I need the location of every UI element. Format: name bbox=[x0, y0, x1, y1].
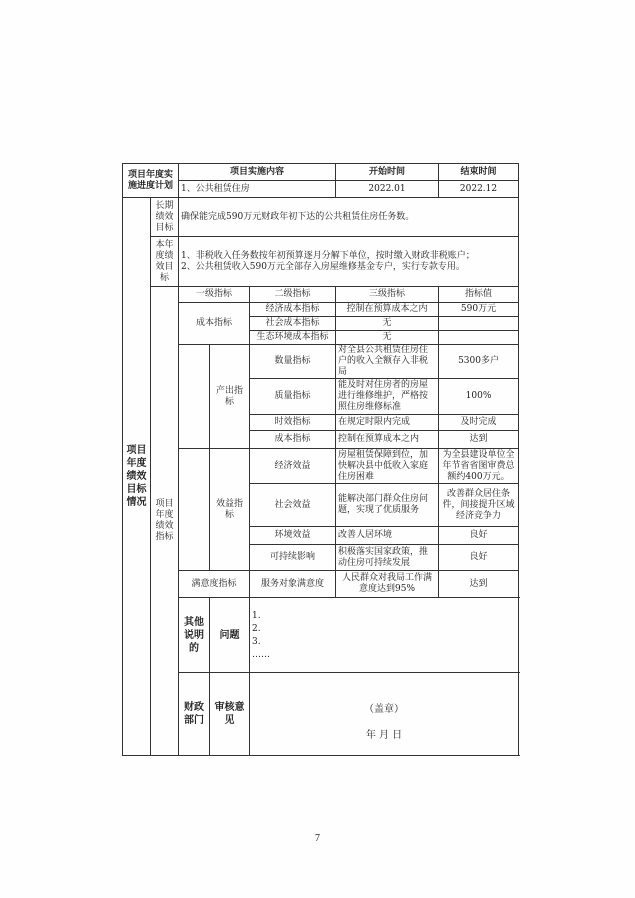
finance-sub-label: 审核意见 bbox=[210, 673, 250, 756]
col-end-header: 结束时间 bbox=[439, 164, 519, 181]
indicators-header-row bbox=[123, 287, 519, 303]
output-value: 达到 bbox=[439, 431, 519, 449]
output-l3: 能及时对住房者的房屋进行维修维护，严格按照住房维修标准 bbox=[336, 379, 439, 415]
benefit-value: 良好 bbox=[439, 527, 519, 545]
annual-goal-text-2: 2、公共租赁收入590万元全部存入房屋维修基金专户，实行专款专用。 bbox=[181, 261, 465, 272]
page-number: 7 bbox=[315, 833, 320, 844]
output-l3: 在规定时限内完成 bbox=[336, 415, 439, 431]
schedule-end: 2022.12 bbox=[439, 181, 519, 198]
list-item: 2. bbox=[252, 624, 261, 634]
satisfaction-l2: 服务对象满意度 bbox=[250, 571, 336, 598]
finance-seal-area bbox=[250, 673, 519, 756]
head-level3: 三级指标 bbox=[336, 287, 439, 303]
indicators-group-label: 项目年度绩效指标 bbox=[151, 287, 179, 756]
cost-l3: 控制在预算成本之内 bbox=[336, 303, 439, 317]
benefit-l3: 积极落实国家政策，推动住房可持续发展 bbox=[336, 545, 439, 571]
cost-value: 590万元 bbox=[439, 303, 519, 317]
output-value: 及时完成 bbox=[439, 415, 519, 431]
benefit-l3: 能解决部门群众住房问题，实现了优质服务 bbox=[336, 484, 439, 527]
output-l2: 时效指标 bbox=[250, 415, 336, 431]
benefit-spacer bbox=[179, 449, 210, 571]
other-sub-label: 问题 bbox=[210, 598, 250, 673]
cost-l3: 无 bbox=[336, 317, 439, 331]
output-l2: 成本指标 bbox=[250, 431, 336, 449]
schedule-data-row bbox=[123, 181, 519, 198]
long-term-goal-text: 确保能完成590万元财政年初下达的公共租赁住房任务数。 bbox=[179, 198, 519, 237]
cost-l3: 无 bbox=[336, 331, 439, 345]
annual-goal-row bbox=[123, 237, 519, 287]
seal-text: （盖章） bbox=[364, 704, 405, 715]
list-item: 1. bbox=[252, 611, 261, 621]
head-level2: 二级指标 bbox=[250, 287, 336, 303]
output-value: 100% bbox=[439, 379, 519, 415]
benefit-indicator-label: 效益指标 bbox=[210, 449, 250, 571]
other-list bbox=[250, 598, 519, 673]
cost-value bbox=[439, 331, 519, 345]
satisfaction-value: 达到 bbox=[439, 571, 519, 598]
head-value: 指标值 bbox=[439, 287, 519, 303]
annual-goal-label: 本年度绩效目标 bbox=[151, 237, 179, 287]
list-item: 3. bbox=[252, 637, 261, 647]
cost-l2: 生态环境成本指标 bbox=[250, 331, 336, 345]
output-indicator-label: 产出指标 bbox=[210, 345, 250, 449]
output-value: 5300多户 bbox=[439, 345, 519, 379]
benefit-l3: 改善人居环境 bbox=[336, 527, 439, 545]
col-content-header: 项目实施内容 bbox=[179, 164, 336, 181]
benefit-l3: 房屋租赁保障到位，加快解决县中低收入家庭住房困难 bbox=[336, 449, 439, 484]
satisfaction-l3: 人民群众对我局工作满意度达到95% bbox=[336, 571, 439, 598]
long-term-goal-label: 长期绩效目标 bbox=[151, 198, 179, 237]
cost-l2: 社会成本指标 bbox=[250, 317, 336, 331]
table-row bbox=[123, 345, 519, 379]
benefit-l2: 经济效益 bbox=[250, 449, 336, 484]
table-row bbox=[123, 303, 519, 317]
performance-table bbox=[122, 163, 519, 756]
output-l3: 对全县公共租赁住房住户的收入全额存入非税局 bbox=[336, 345, 439, 379]
output-l2: 质量指标 bbox=[250, 379, 336, 415]
finance-label: 财政部门 bbox=[179, 673, 210, 756]
satisfaction-indicator-label: 满意度指标 bbox=[179, 571, 250, 598]
benefit-l2: 环境效益 bbox=[250, 527, 336, 545]
annual-goal-text bbox=[179, 237, 519, 287]
table-row bbox=[123, 571, 519, 598]
finance-review-row bbox=[123, 673, 519, 756]
output-l2: 数量指标 bbox=[250, 345, 336, 379]
output-spacer bbox=[179, 345, 210, 449]
date-text: 年 月 日 bbox=[365, 730, 403, 741]
annual-goal-text-1: 1、非税收入任务数按年初预算逐月分解下单位，按时缴入财政非税账户； bbox=[181, 250, 475, 261]
benefit-value: 改善群众居住条件，间接提升区域经济竞争力 bbox=[439, 484, 519, 527]
performance-table-sheet bbox=[122, 163, 518, 756]
cost-indicator-label: 成本指标 bbox=[179, 303, 250, 345]
other-label: 其他说明的 bbox=[179, 598, 210, 673]
head-level1: 一级指标 bbox=[179, 287, 250, 303]
benefit-value: 良好 bbox=[439, 545, 519, 571]
list-item: …… bbox=[252, 650, 271, 660]
benefit-l2: 社会效益 bbox=[250, 484, 336, 527]
schedule-header-row bbox=[123, 164, 519, 181]
schedule-content: 1、公共租赁住房 bbox=[179, 181, 336, 198]
col-start-header: 开始时间 bbox=[336, 164, 439, 181]
other-remarks-row bbox=[123, 598, 519, 673]
cost-l2: 经济成本指标 bbox=[250, 303, 336, 317]
benefit-l2: 可持续影响 bbox=[250, 545, 336, 571]
table-row bbox=[123, 449, 519, 484]
goals-section-header: 项目年度绩效目标情况 bbox=[123, 198, 151, 756]
output-l3: 控制在预算成本之内 bbox=[336, 431, 439, 449]
long-term-goal-row bbox=[123, 198, 519, 237]
cost-value bbox=[439, 317, 519, 331]
schedule-start: 2022.01 bbox=[336, 181, 439, 198]
schedule-row-header: 项目年度实施进度计划 bbox=[123, 164, 179, 198]
benefit-value: 为全县建设单位全年节省省图审费总额约400万元。 bbox=[439, 449, 519, 484]
